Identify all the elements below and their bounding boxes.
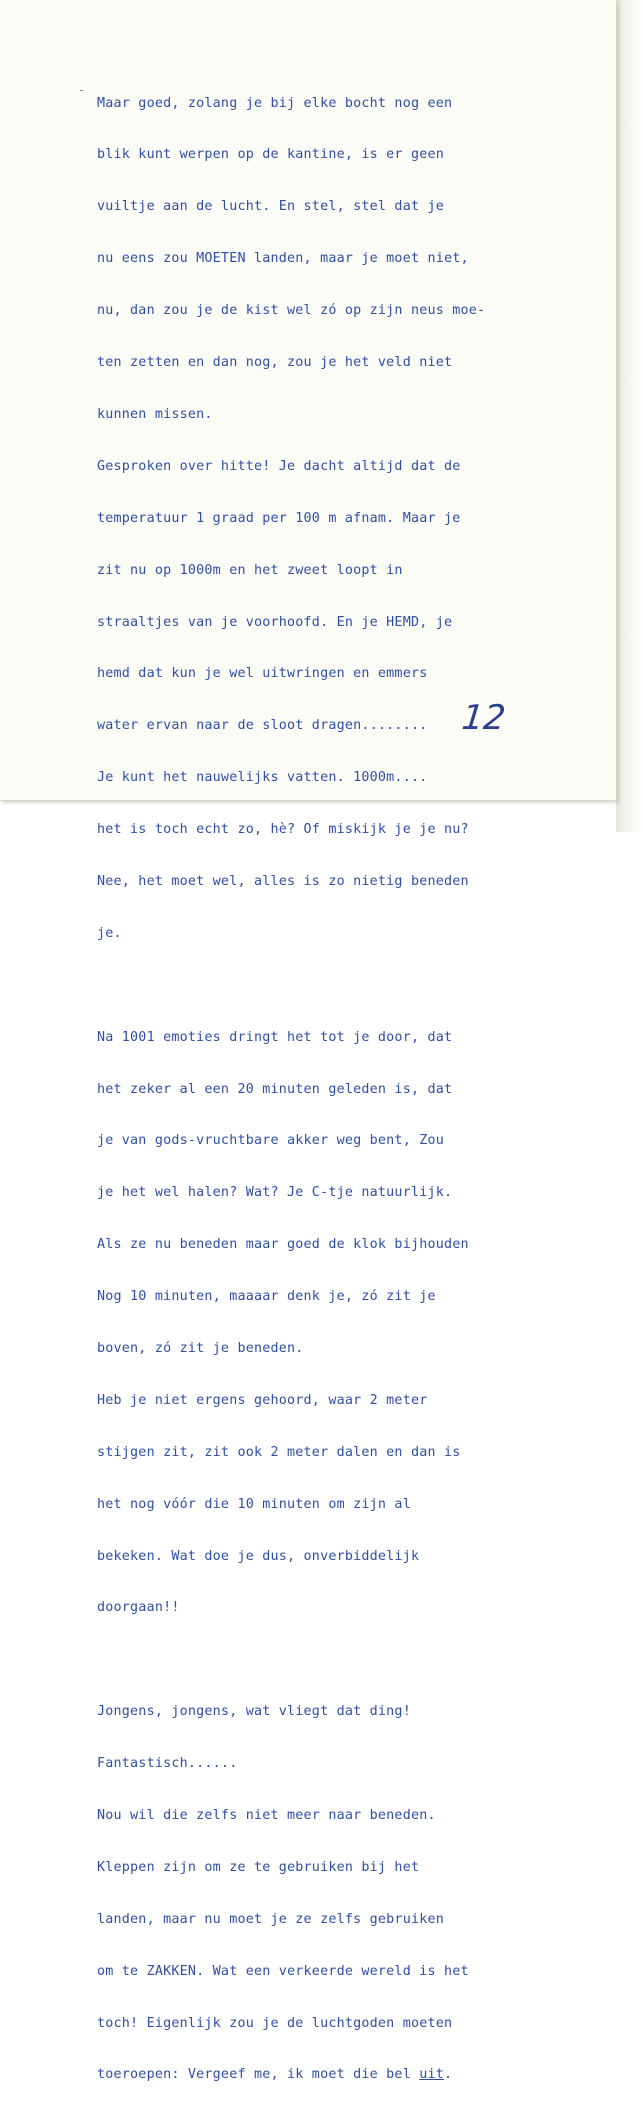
- text-line: het nog vóór die 10 minuten om zijn al: [97, 1496, 411, 1512]
- text-line: temperatuur 1 graad per 100 m afnam. Maar je: [97, 510, 461, 526]
- paragraph-gap: [97, 977, 597, 994]
- text-line: Je kunt het nauwelijks vatten. 1000m....: [97, 770, 428, 786]
- typewritten-text-block: [97, 60, 597, 2118]
- text-line: je het wel halen? Wat? Je C-tje natuurlijk.: [97, 1185, 453, 1201]
- margin-mark: -: [78, 83, 86, 97]
- text-line: hemd dat kun je wel uitwringen en emmers: [97, 666, 428, 682]
- text-line: nu eens zou MOETEN landen, maar je moet niet,: [97, 251, 469, 267]
- text-line: Gesproken over hitte! Je dacht altijd dat de: [97, 458, 461, 474]
- paragraph-gap: [97, 1651, 597, 1668]
- text-line: Nee, het moet wel, alles is zo nietig beneden: [97, 873, 469, 889]
- text-line: boven, zó zit je beneden.: [97, 1340, 304, 1356]
- text-line: Maar goed, zolang je bij elke bocht nog een: [97, 95, 453, 111]
- text-line: je van gods-vruchtbare akker weg bent, Zou: [97, 1133, 444, 1149]
- text-line: ten zetten en dan nog, zou je het veld niet: [97, 355, 453, 371]
- underlined-word: uit: [419, 2067, 445, 2083]
- text-line: Na 1001 emoties dringt het tot je door, dat: [97, 1029, 453, 1045]
- text-line-last: [97, 2066, 597, 2083]
- text-line: toch! Eigenlijk zou je de luchtgoden moeten: [97, 2015, 453, 2031]
- text-line: Heb je niet ergens gehoord, waar 2 meter: [97, 1392, 428, 1408]
- text-line: het zeker al een 20 minuten geleden is, dat: [97, 1081, 453, 1097]
- text-line: zit nu op 1000m en het zweet loopt in: [97, 562, 403, 578]
- text-line: blik kunt werpen op de kantine, is er geen: [97, 147, 444, 163]
- text-line: Nog 10 minuten, maaaar denk je, zó zit je: [97, 1289, 436, 1305]
- text-line: het is toch echt zo, hè? Of miskijk je je nu?: [97, 822, 469, 838]
- text-line: bekeken. Wat doe je dus, onverbiddelijk: [97, 1548, 420, 1564]
- text-line-start: toeroepen: Vergeef me, ik moet die bel: [97, 2067, 420, 2083]
- text-line: Nou wil die zelfs niet meer naar beneden.: [97, 1807, 436, 1823]
- text-line: om te ZAKKEN. Wat een verkeerde wereld is het: [97, 1963, 469, 1979]
- text-line: vuiltje aan de lucht. En stel, stel dat je: [97, 199, 444, 215]
- text-line-end: .: [444, 2067, 453, 2083]
- text-line: stijgen zit, zit ook 2 meter dalen en dan is: [97, 1444, 461, 1460]
- text-line: nu, dan zou je de kist wel zó op zijn neus moe-: [97, 303, 486, 319]
- text-line: landen, maar nu moet je ze zelfs gebruiken: [97, 1911, 444, 1927]
- text-line: je.: [97, 925, 122, 941]
- text-line: Fantastisch......: [97, 1756, 238, 1772]
- page-edge-shadow: [616, 0, 643, 832]
- handwritten-page-number: 12: [459, 698, 508, 738]
- text-line: Kleppen zijn om ze te gebruiken bij het: [97, 1859, 420, 1875]
- text-line: doorgaan!!: [97, 1600, 180, 1616]
- text-line: water ervan naar de sloot dragen........: [97, 718, 428, 734]
- text-line: Jongens, jongens, wat vliegt dat ding!: [97, 1704, 411, 1720]
- text-line: straaltjes van je voorhoofd. En je HEMD, je: [97, 614, 453, 630]
- text-line: kunnen missen.: [97, 406, 213, 422]
- text-line: Als ze nu beneden maar goed de klok bijhouden: [97, 1237, 469, 1253]
